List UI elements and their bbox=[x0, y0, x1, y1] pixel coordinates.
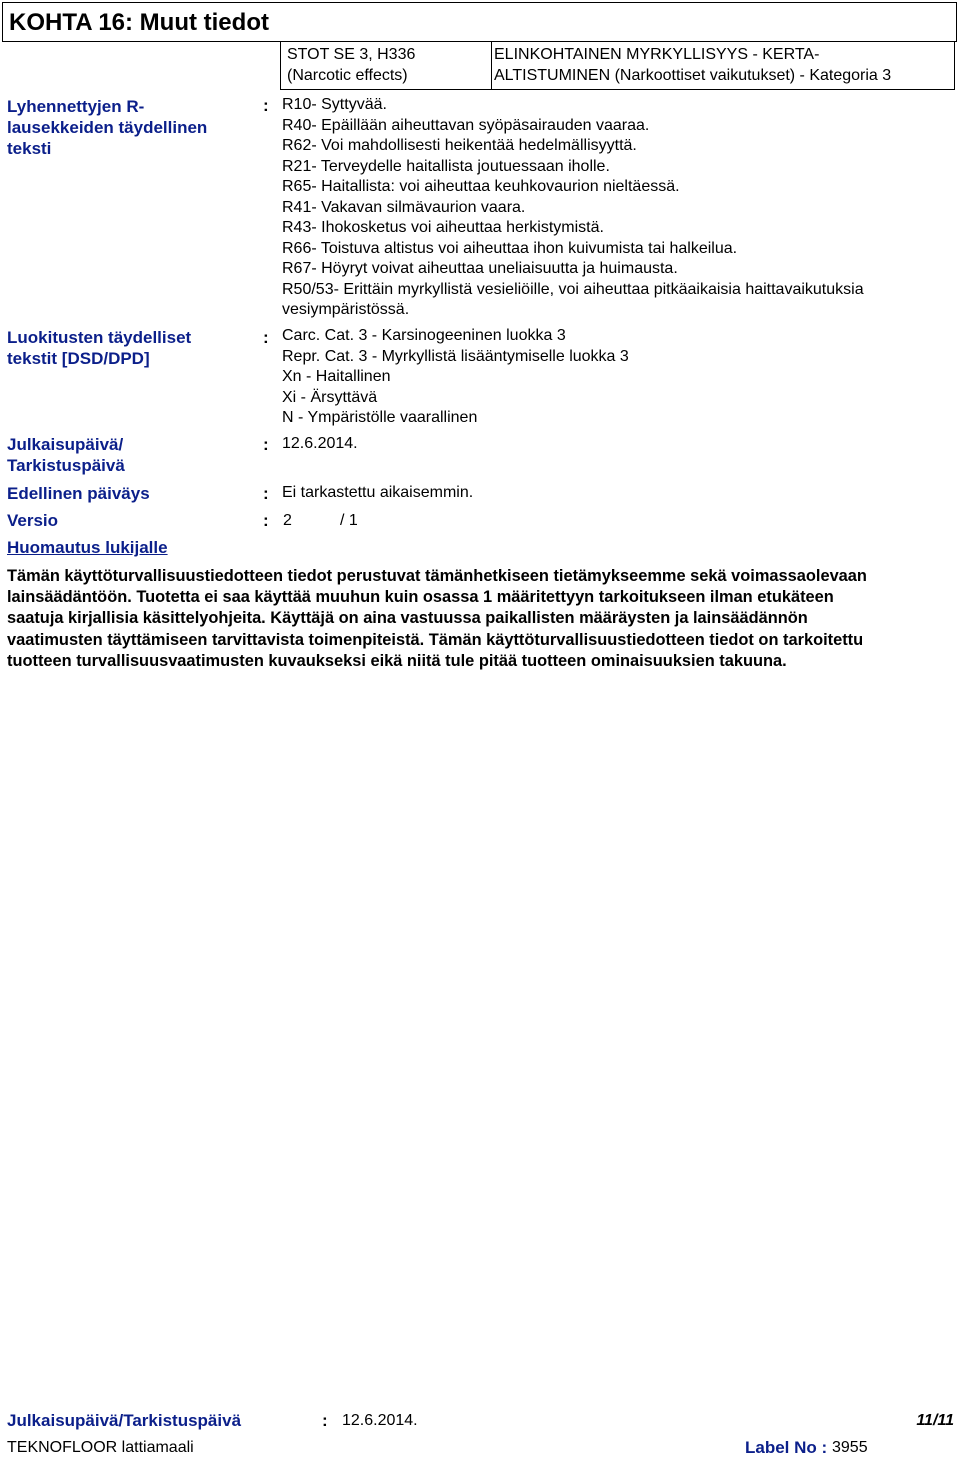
classification-item: Xi - Ärsyttävä bbox=[282, 388, 378, 406]
classification-item: Carc. Cat. 3 - Karsinogeeninen luokka 3 bbox=[282, 327, 566, 344]
footer-date-colon: : bbox=[322, 1411, 328, 1430]
notice-line: tuotteen turvallisuusvaatimusten kuvaukseksi eikä niitä tule pitää tuotteen ominaisuuksien takuuna. bbox=[7, 651, 787, 670]
r-phrases-label-line: lausekkeiden täydellinen bbox=[7, 118, 208, 137]
reader-note-label: Huomautus lukijalle bbox=[7, 538, 168, 557]
product-name: TEKNOFLOOR lattiamaali bbox=[7, 1439, 194, 1456]
r-phrase-item: vesiympäristössä. bbox=[282, 301, 410, 318]
r-phrase-item: R50/53- Erittäin myrkyllistä vesieliöille, voi aiheuttaa pitkäaikaisia haittavaikutuksia bbox=[282, 280, 864, 298]
stot-description: ELINKOHTAINEN MYRKYLLISYYS - KERTA- bbox=[494, 46, 820, 63]
notice-line: lainsäädäntöön. Tuotetta ei saa käyttää muuhun kuin osassa 1 määritettyyn tarkoitukseen ilman etukäteen bbox=[7, 588, 834, 607]
classifications-label-line: Luokitusten täydelliset bbox=[7, 328, 192, 347]
stot-description-cell bbox=[492, 42, 954, 89]
version-label: Versio bbox=[7, 511, 59, 530]
notice-line: Tämän käyttöturvallisuustiedotteen tiedot perustuvat tämänhetkiseen tietämykseemme sekä voimassaolevaan bbox=[7, 567, 867, 585]
r-phrase-item: R66- Toistuva altistus voi aiheuttaa ihon kuivumista tai halkeilua. bbox=[282, 239, 738, 257]
version-minor: / 1 bbox=[340, 512, 358, 529]
section-title: KOHTA 16: Muut tiedot bbox=[9, 9, 269, 36]
stot-code-note: (Narcotic effects) bbox=[287, 67, 408, 84]
footer-date-value: 12.6.2014. bbox=[342, 1412, 418, 1429]
footer-date-label: Julkaisupäivä/Tarkistuspäivä bbox=[7, 1411, 242, 1430]
r-phrase-item: R65- Haitallista: voi aiheuttaa keuhkovaurion nieltäessä. bbox=[282, 178, 680, 195]
stot-code-cell bbox=[281, 42, 492, 89]
r-phrases-colon: : bbox=[263, 96, 269, 115]
stot-table-row bbox=[280, 42, 955, 90]
r-phrase-item: R41- Vakavan silmävaurion vaara. bbox=[282, 198, 526, 216]
stot-code: STOT SE 3, H336 bbox=[287, 46, 416, 63]
page-number: 11/11 bbox=[916, 1412, 954, 1429]
version-major: 2 bbox=[283, 512, 292, 529]
r-phrases-list bbox=[282, 95, 952, 321]
stot-description-line2: ALTISTUMINEN (Narkoottiset vaikutukset) - Kategoria 3 bbox=[494, 67, 892, 84]
r-phrases-label bbox=[7, 96, 207, 159]
classifications-label bbox=[7, 327, 191, 369]
previous-date-label: Edellinen päiväys bbox=[7, 484, 150, 503]
notice-line: saatuja kirjallisia käsittelyohjeita. Käyttäjä on aina vastuussa paikallisten määräysten ja lainsäädännön bbox=[7, 609, 808, 628]
r-phrase-item: R67- Höyryt voivat aiheuttaa uneliaisuutta ja huimausta. bbox=[282, 260, 678, 277]
label-number-label: Label No : bbox=[745, 1438, 828, 1457]
label-number-value: 3955 bbox=[832, 1439, 868, 1456]
classification-item: Repr. Cat. 3 - Myrkyllistä lisääntymiselle luokka 3 bbox=[282, 347, 629, 365]
classifications-list bbox=[282, 326, 952, 429]
notice-line: vaatimusten täyttämiseen tarvittavista toimenpiteistä. Tämän käyttöturvallisuustiedotteen tiedot on tarkoitettu bbox=[7, 630, 864, 649]
section-header bbox=[2, 2, 957, 42]
classifications-colon: : bbox=[263, 328, 269, 347]
previous-date-value: Ei tarkastettu aikaisemmin. bbox=[282, 484, 474, 501]
r-phrase-item: R10- Syttyvää. bbox=[282, 96, 387, 113]
r-phrase-item: R43- Ihokosketus voi aiheuttaa herkistymistä. bbox=[282, 219, 604, 236]
issue-date-label-line: Tarkistuspäivä bbox=[7, 456, 125, 475]
issue-date-colon: : bbox=[263, 435, 269, 454]
classification-item: N - Ympäristölle vaarallinen bbox=[282, 409, 478, 426]
r-phrase-item: R21- Terveydelle haitallista joutuessaan iholle. bbox=[282, 157, 610, 175]
reader-notice-text bbox=[7, 566, 955, 672]
r-phrase-item: R62- Voi mahdollisesti heikentää hedelmällisyyttä. bbox=[282, 137, 637, 154]
r-phrase-item: R40- Epäillään aiheuttavan syöpäsairauden vaaraa. bbox=[282, 116, 650, 134]
r-phrases-label-line: Lyhennettyjen R- bbox=[7, 97, 145, 116]
previous-date-colon: : bbox=[263, 484, 269, 503]
version-colon: : bbox=[263, 511, 269, 530]
issue-date-value: 12.6.2014. bbox=[282, 435, 358, 452]
issue-date-label-line: Julkaisupäivä/ bbox=[7, 435, 124, 454]
issue-date-label bbox=[7, 434, 125, 476]
r-phrases-label-line: teksti bbox=[7, 139, 52, 158]
classifications-label-line: tekstit [DSD/DPD] bbox=[7, 349, 150, 368]
classification-item: Xn - Haitallinen bbox=[282, 368, 391, 385]
